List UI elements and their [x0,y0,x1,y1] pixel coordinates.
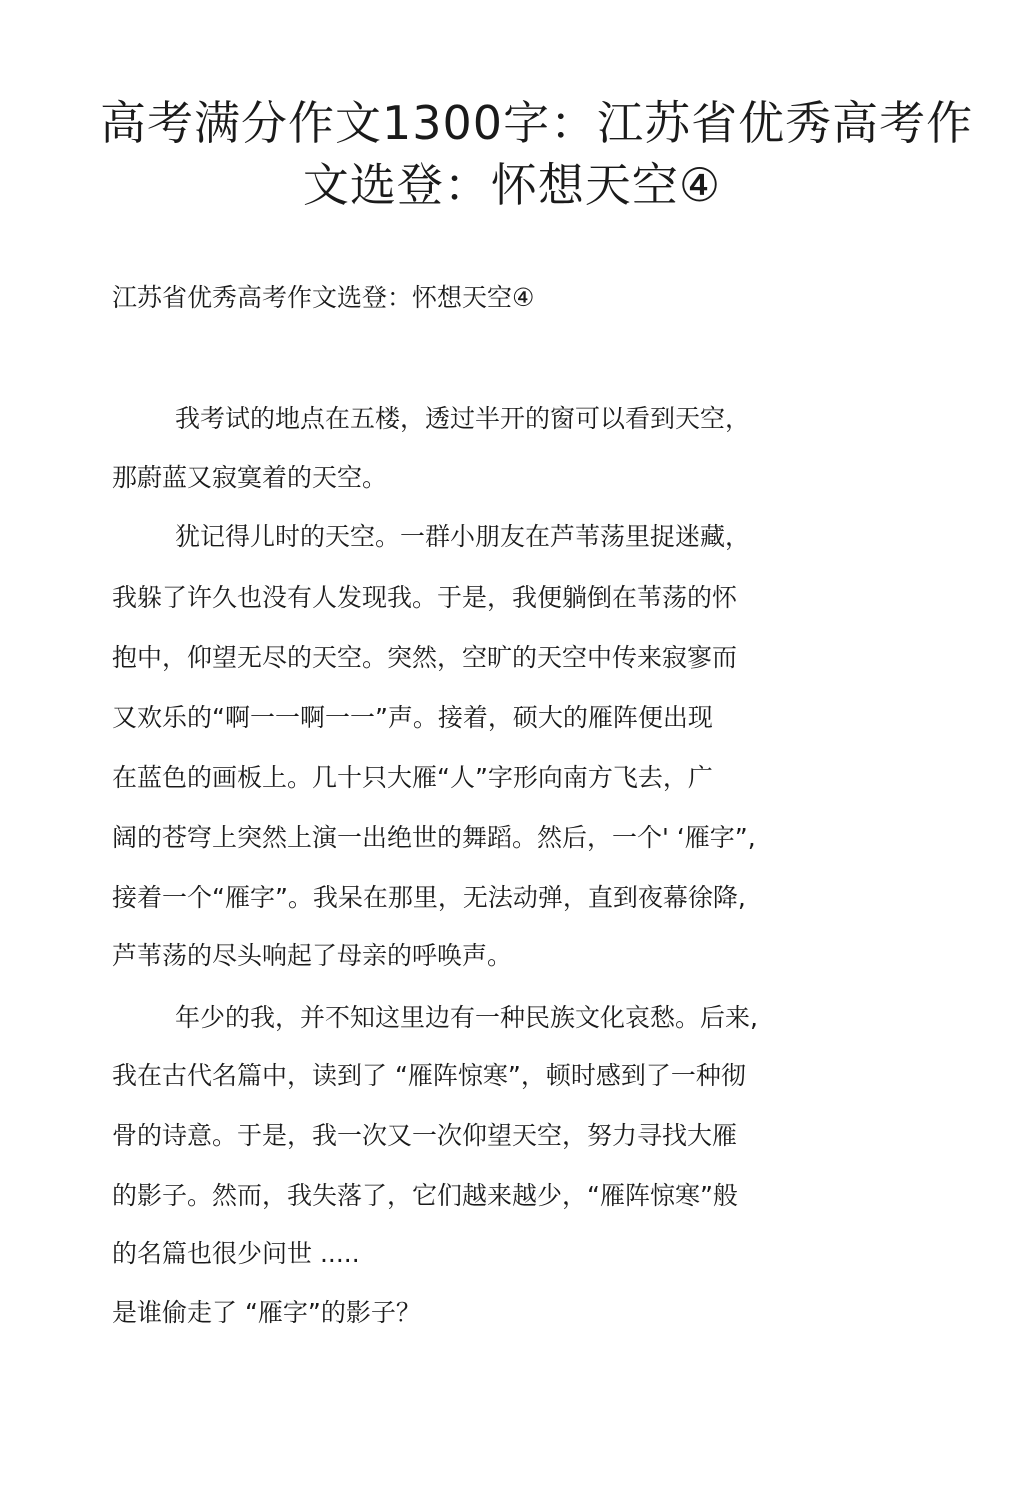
document-title-line-1: 高考满分作文1300字：江苏省优秀高考作 [100,96,974,150]
paragraph-line: 在蓝色的画板上。几十只大雁“人”字形向南方飞去，广 [112,763,713,792]
paragraph-line: 骨的诗意。于是，我一次又一次仰望天空，努力寻找大雁 [112,1121,738,1150]
paragraph-line: 又欢乐的“啊一一啊一一”声。接着，硕大的雁阵便出现 [112,703,713,732]
paragraph-line: 的名篇也很少问世 ..... [112,1239,360,1268]
paragraph-line: 我躲了许久也没有人发现我。于是，我便躺倒在苇荡的怀 [112,583,738,612]
document-subtitle: 江苏省优秀高考作文选登：怀想天空④ [112,283,535,312]
paragraph-line: 年少的我，并不知这里边有一种民族文化哀愁。后来, [175,1003,758,1032]
paragraph-line: 犹记得儿时的天空。一群小朋友在芦苇荡里捉迷藏， [175,522,751,551]
document-title-line-2: 文选登：怀想天空④ [302,158,722,212]
paragraph-line: 芦苇荡的尽头响起了母亲的呼唤声。 [112,941,513,970]
paragraph-line: 是谁偷走了 “雁字”的影子？ [112,1298,421,1327]
paragraph-line: 抱中，仰望无尽的天空。突然，空旷的天空中传来寂寥而 [112,643,738,672]
paragraph-line: 那蔚蓝又寂寞着的天空。 [112,463,388,492]
paragraph-line: 接着一个“雁字”。我呆在那里，无法动弹，直到夜幕徐降, [112,883,746,912]
paragraph-line: 阔的苍穹上突然上演一出绝世的舞蹈。然后，一个' ‘雁字”, [112,823,756,852]
paragraph-line: 我考试的地点在五楼，透过半开的窗可以看到天空， [175,404,751,433]
paragraph-line: 我在古代名篇中，读到了 “雁阵惊寒”，顿时感到了一种彻 [112,1061,746,1090]
paragraph-line: 的影子。然而，我失落了，它们越来越少，“雁阵惊寒”般 [112,1181,738,1210]
